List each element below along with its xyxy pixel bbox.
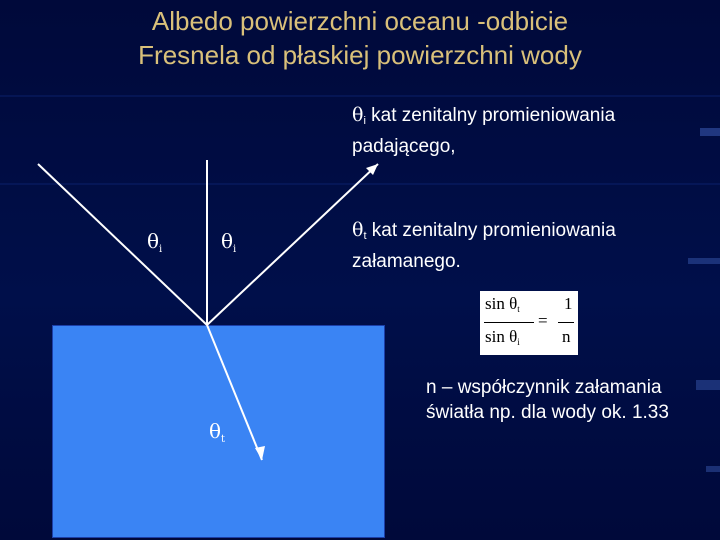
title-line-2: Fresnela od płaskiej powierzchni wody (138, 40, 582, 70)
formula-denominator: $\sin \theta_i$ (485, 327, 520, 347)
formula-numerator: $\sin \theta_t$ (485, 294, 520, 314)
theta-t-label: $\theta_t$ (209, 419, 226, 445)
formula-equals: = (538, 311, 548, 330)
formula-one: 1 (564, 294, 573, 313)
formula-fraction-bar-right (558, 322, 574, 323)
title-line-1: Albedo powierzchni oceanu -odbicie (151, 6, 569, 36)
incident-ray (38, 164, 207, 325)
snell-formula (480, 291, 578, 355)
refraction-index-note: n – współczynnik załamania światła np. dla wody ok. 1.33 (426, 377, 669, 423)
theta-i-label-left: $\theta_i$ (147, 229, 163, 255)
refracted-arrowhead (255, 446, 265, 460)
formula-fraction-bar-left (484, 322, 534, 323)
theta-i-label-right: $\theta_i$ (221, 229, 237, 255)
formula-n: n (562, 327, 571, 346)
legend-incident: $\theta_i$ kat zenitalny promieniowania padającego, (352, 104, 616, 157)
legend-refracted: $\theta_t$ kat zenitalny promieniowania załamanego. (352, 219, 616, 272)
